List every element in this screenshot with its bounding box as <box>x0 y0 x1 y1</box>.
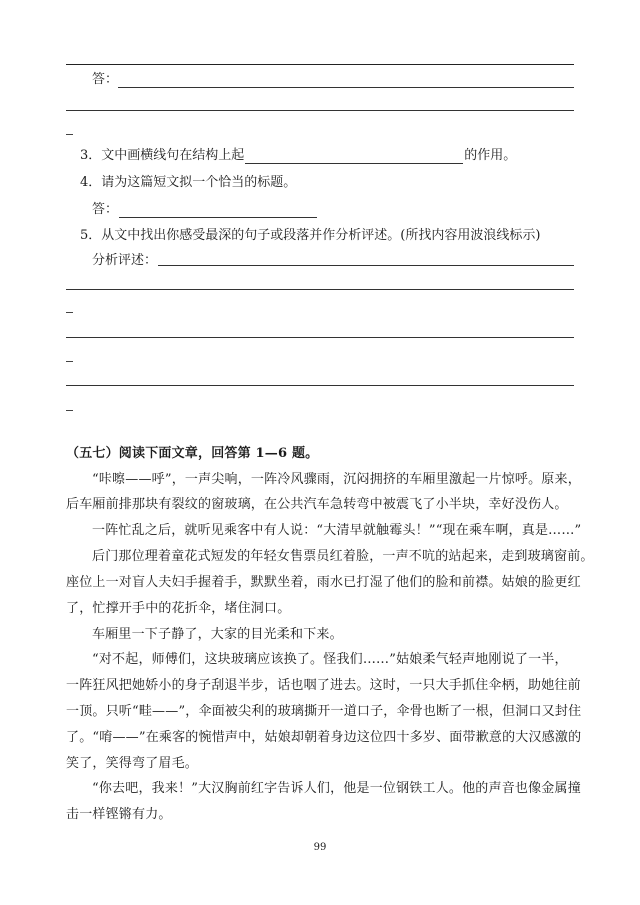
answer-blank[interactable] <box>119 205 317 218</box>
question-5 <box>80 228 540 244</box>
line-dash <box>66 361 73 362</box>
question-5-text: 从文中找出你感受最深的句子或段落并作分析评述。(所找内容用波浪线标示) <box>101 228 541 243</box>
line-dash <box>66 312 73 313</box>
answer-label: 答： <box>92 202 119 217</box>
line-dash <box>66 134 73 135</box>
question-3 <box>80 148 516 164</box>
page-number: 99 <box>313 842 327 853</box>
paragraph-5-line-5: 笑了，笑得弯了眉毛。 <box>66 756 199 771</box>
section-heading: （五七）阅读下面文章，回答第 1—6 题。 <box>66 446 319 461</box>
question-4-text: 请为这篇短文拟一个恰当的标题。 <box>101 175 297 190</box>
paragraph-5-line-1: “对不起，师傅们，这块玻璃应该换了。怪我们……”姑娘柔气轻声地刚说了一半， <box>92 652 568 667</box>
paragraph-5-line-3: 一顶。只听“畦——”，伞面被尖利的玻璃撕开一道口子，伞骨也断了一根，但洞口又封住 <box>66 704 582 719</box>
answer-line <box>66 337 574 338</box>
paragraph-3-line-1: 后门那位理着童花式短发的年轻女售票员红着脸，一声不吭的站起来，走到玻璃窗前。 <box>92 549 594 564</box>
answer-line <box>158 265 574 266</box>
paragraph-3-line-2: 座位上一对盲人夫妇手握着手，默默坐着，雨水已打湿了他们的脸和前襟。姑娘的脸更红 <box>66 575 581 590</box>
answer-line <box>66 385 574 386</box>
paragraph-6-line-1: “你去吧，我来！”大汉胸前红字告诉人们，他是一位钢铁工人。他的声音也像金属撞 <box>92 781 581 796</box>
answer-line <box>118 87 574 88</box>
paragraph-2-line-1: 一阵忙乱之后，就听见乘客中有人说：“大清早就触霉头！”“现在乘车啊，真是……” <box>92 523 582 538</box>
paragraph-3-line-3: 了，忙撑开手中的花折伞，堵住洞口。 <box>66 601 291 616</box>
top-rule <box>66 64 574 65</box>
question-3-text-after: 的作用。 <box>464 148 517 163</box>
question-number: 5． <box>80 228 102 243</box>
paragraph-4-line-1: 车厢里一下子静了，大家的目光柔和下来。 <box>92 627 343 642</box>
question-number: 4． <box>80 175 102 190</box>
question-3-text-before: 文中画横线句在结构上起 <box>101 148 245 163</box>
answer-label-top: 答： <box>92 72 119 87</box>
paragraph-6-line-2: 击一样铿锵有力。 <box>66 807 172 822</box>
fill-blank[interactable] <box>245 151 463 164</box>
line-dash <box>66 410 73 411</box>
question-4 <box>80 175 296 191</box>
answer-line <box>66 289 574 290</box>
answer-line <box>66 110 574 111</box>
question-number: 3． <box>80 148 102 163</box>
question-4-answer <box>92 202 318 218</box>
analysis-label: 分析评述： <box>92 253 158 268</box>
paragraph-5-line-4: 了。“唷——”在乘客的惋惜声中，姑娘却朝着身边这位四十多岁、面带歉意的大汉感激的 <box>66 730 582 745</box>
paragraph-1-line-1: “咔嚓——呼”，一声尖响，一阵冷风骤雨，沉闷拥挤的车厢里激起一片惊呼。原来， <box>92 472 581 487</box>
paragraph-5-line-2: 一阵狂风把她娇小的身子刮退半步，话也咽了进去。这时，一只大手抓住伞柄，助她往前 <box>66 678 581 693</box>
paragraph-1-line-2: 后车厢前排那块有裂纹的窗玻璃，在公共汽车急转弯中被震飞了小半块，幸好没伤人。 <box>66 497 568 512</box>
